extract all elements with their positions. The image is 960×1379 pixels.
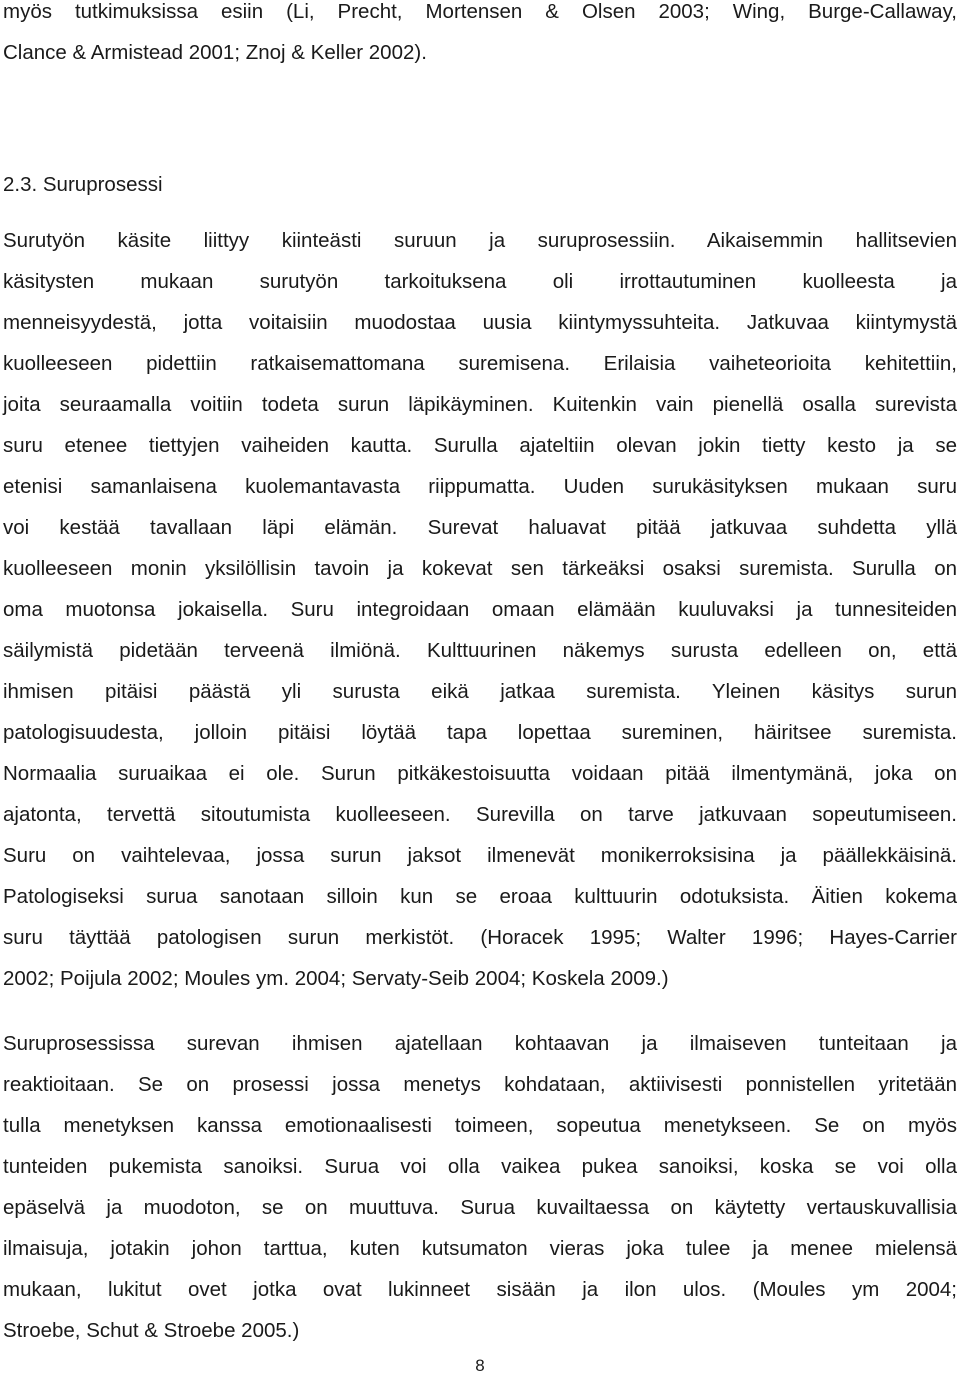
paragraph-line: menneisyydestä, jotta voitaisiin muodostaa uusia kiintymyssuhteita. Jatkuvaa kiintymystä <box>3 311 957 334</box>
paragraph-line: mukaan, lukitut ovet jotka ovat lukinneet sisään ja ilon ulos. (Moules ym 2004; <box>3 1278 957 1301</box>
paragraph-line: suru täyttää patologisen surun merkistöt. (Horacek 1995; Walter 1996; Hayes-Carrier <box>3 926 957 949</box>
paragraph-line: Patologiseksi surua sanotaan silloin kun se eroaa kulttuurin odotuksista. Äitien kokema <box>3 885 957 908</box>
paragraph-line: tunteiden pukemista sanoiksi. Surua voi olla vaikea pukea sanoiksi, koska se voi olla <box>3 1155 957 1178</box>
paragraph-line: kuolleeseen monin yksilöllisin tavoin ja kokevat sen tärkeäksi osaksi suremista. Surulla on <box>3 557 957 580</box>
paragraph-line: 2002; Poijula 2002; Moules ym. 2004; Servaty-Seib 2004; Koskela 2009.) <box>3 967 669 990</box>
paragraph-line: joita seuraamalla voitiin todeta surun läpikäyminen. Kuitenkin vain pienellä osalla surevista <box>3 393 957 416</box>
paragraph-line: suru etenee tiettyjen vaiheiden kautta. Surulla ajateltiin olevan jokin tietty kesto ja se <box>3 434 957 457</box>
paragraph-line: reaktioitaan. Se on prosessi jossa menetys kohdataan, aktiivisesti ponnistellen yritetään <box>3 1073 957 1096</box>
paragraph-line: voi kestää tavallaan läpi elämän. Surevat haluavat pitää jatkuvaa suhdetta yllä <box>3 516 957 539</box>
paragraph-line: etenisi samanlaisena kuolemantavasta riippumatta. Uuden surukäsityksen mukaan suru <box>3 475 957 498</box>
paragraph-line: patologisuudesta, jolloin pitäisi löytää tapa lopettaa sureminen, häiritsee suremista. <box>3 721 957 744</box>
paragraph-line: säilymistä pidetään terveenä ilmiönä. Kulttuurinen näkemys surusta edelleen on, että <box>3 639 957 662</box>
paragraph-line: tulla menetyksen kanssa emotionaalisesti toimeen, sopeutua menetykseen. Se on myös <box>3 1114 957 1137</box>
paragraph-line: epäselvä ja muodoton, se on muuttuva. Surua kuvailtaessa on käytetty vertauskuvallisia <box>3 1196 957 1219</box>
paragraph-line: Normaalia suruaikaa ei ole. Surun pitkäkestoisuutta voidaan pitää ilmentymänä, joka on <box>3 762 957 785</box>
section-heading: 2.3. Suruprosessi <box>3 173 163 196</box>
paragraph-line: kuolleeseen pidettiin ratkaisemattomana suremisena. Erilaisia vaiheteorioita kehitettiin, <box>3 352 957 375</box>
paragraph-line: Suruprosessissa surevan ihmisen ajatellaan kohtaavan ja ilmaiseven tunteitaan ja <box>3 1032 957 1055</box>
paragraph-line: oma muotonsa jokaisella. Suru integroidaan omaan elämään kuuluvaksi ja tunnesiteiden <box>3 598 957 621</box>
paragraph-line: ilmaisuja, jotakin johon tarttua, kuten kutsumaton vieras joka tulee ja menee mielensä <box>3 1237 957 1260</box>
paragraph-line: Stroebe, Schut & Stroebe 2005.) <box>3 1319 300 1342</box>
intro-line: myös tutkimuksissa esiin (Li, Precht, Mortensen & Olsen 2003; Wing, Burge-Callaway, <box>3 0 957 23</box>
paragraph-line: käsitysten mukaan surutyön tarkoituksena oli irrottautuminen kuolleesta ja <box>3 270 957 293</box>
intro-line: Clance & Armistead 2001; Znoj & Keller 2002). <box>3 41 427 64</box>
paragraph-line: Suru on vaihtelevaa, jossa surun jaksot ilmenevät monikerroksisina ja päällekkäisinä. <box>3 844 957 867</box>
paragraph-line: ihmisen pitäisi päästä yli surusta eikä jatkaa suremista. Yleinen käsitys surun <box>3 680 957 703</box>
paragraph-line: ajatonta, tervettä sitoutumista kuolleeseen. Surevilla on tarve jatkuvaan sopeutumiseen. <box>3 803 957 826</box>
page-number: 8 <box>475 1356 485 1375</box>
paragraph-line: Surutyön käsite liittyy kiinteästi suruun ja suruprosessiin. Aikaisemmin hallitsevien <box>3 229 957 252</box>
